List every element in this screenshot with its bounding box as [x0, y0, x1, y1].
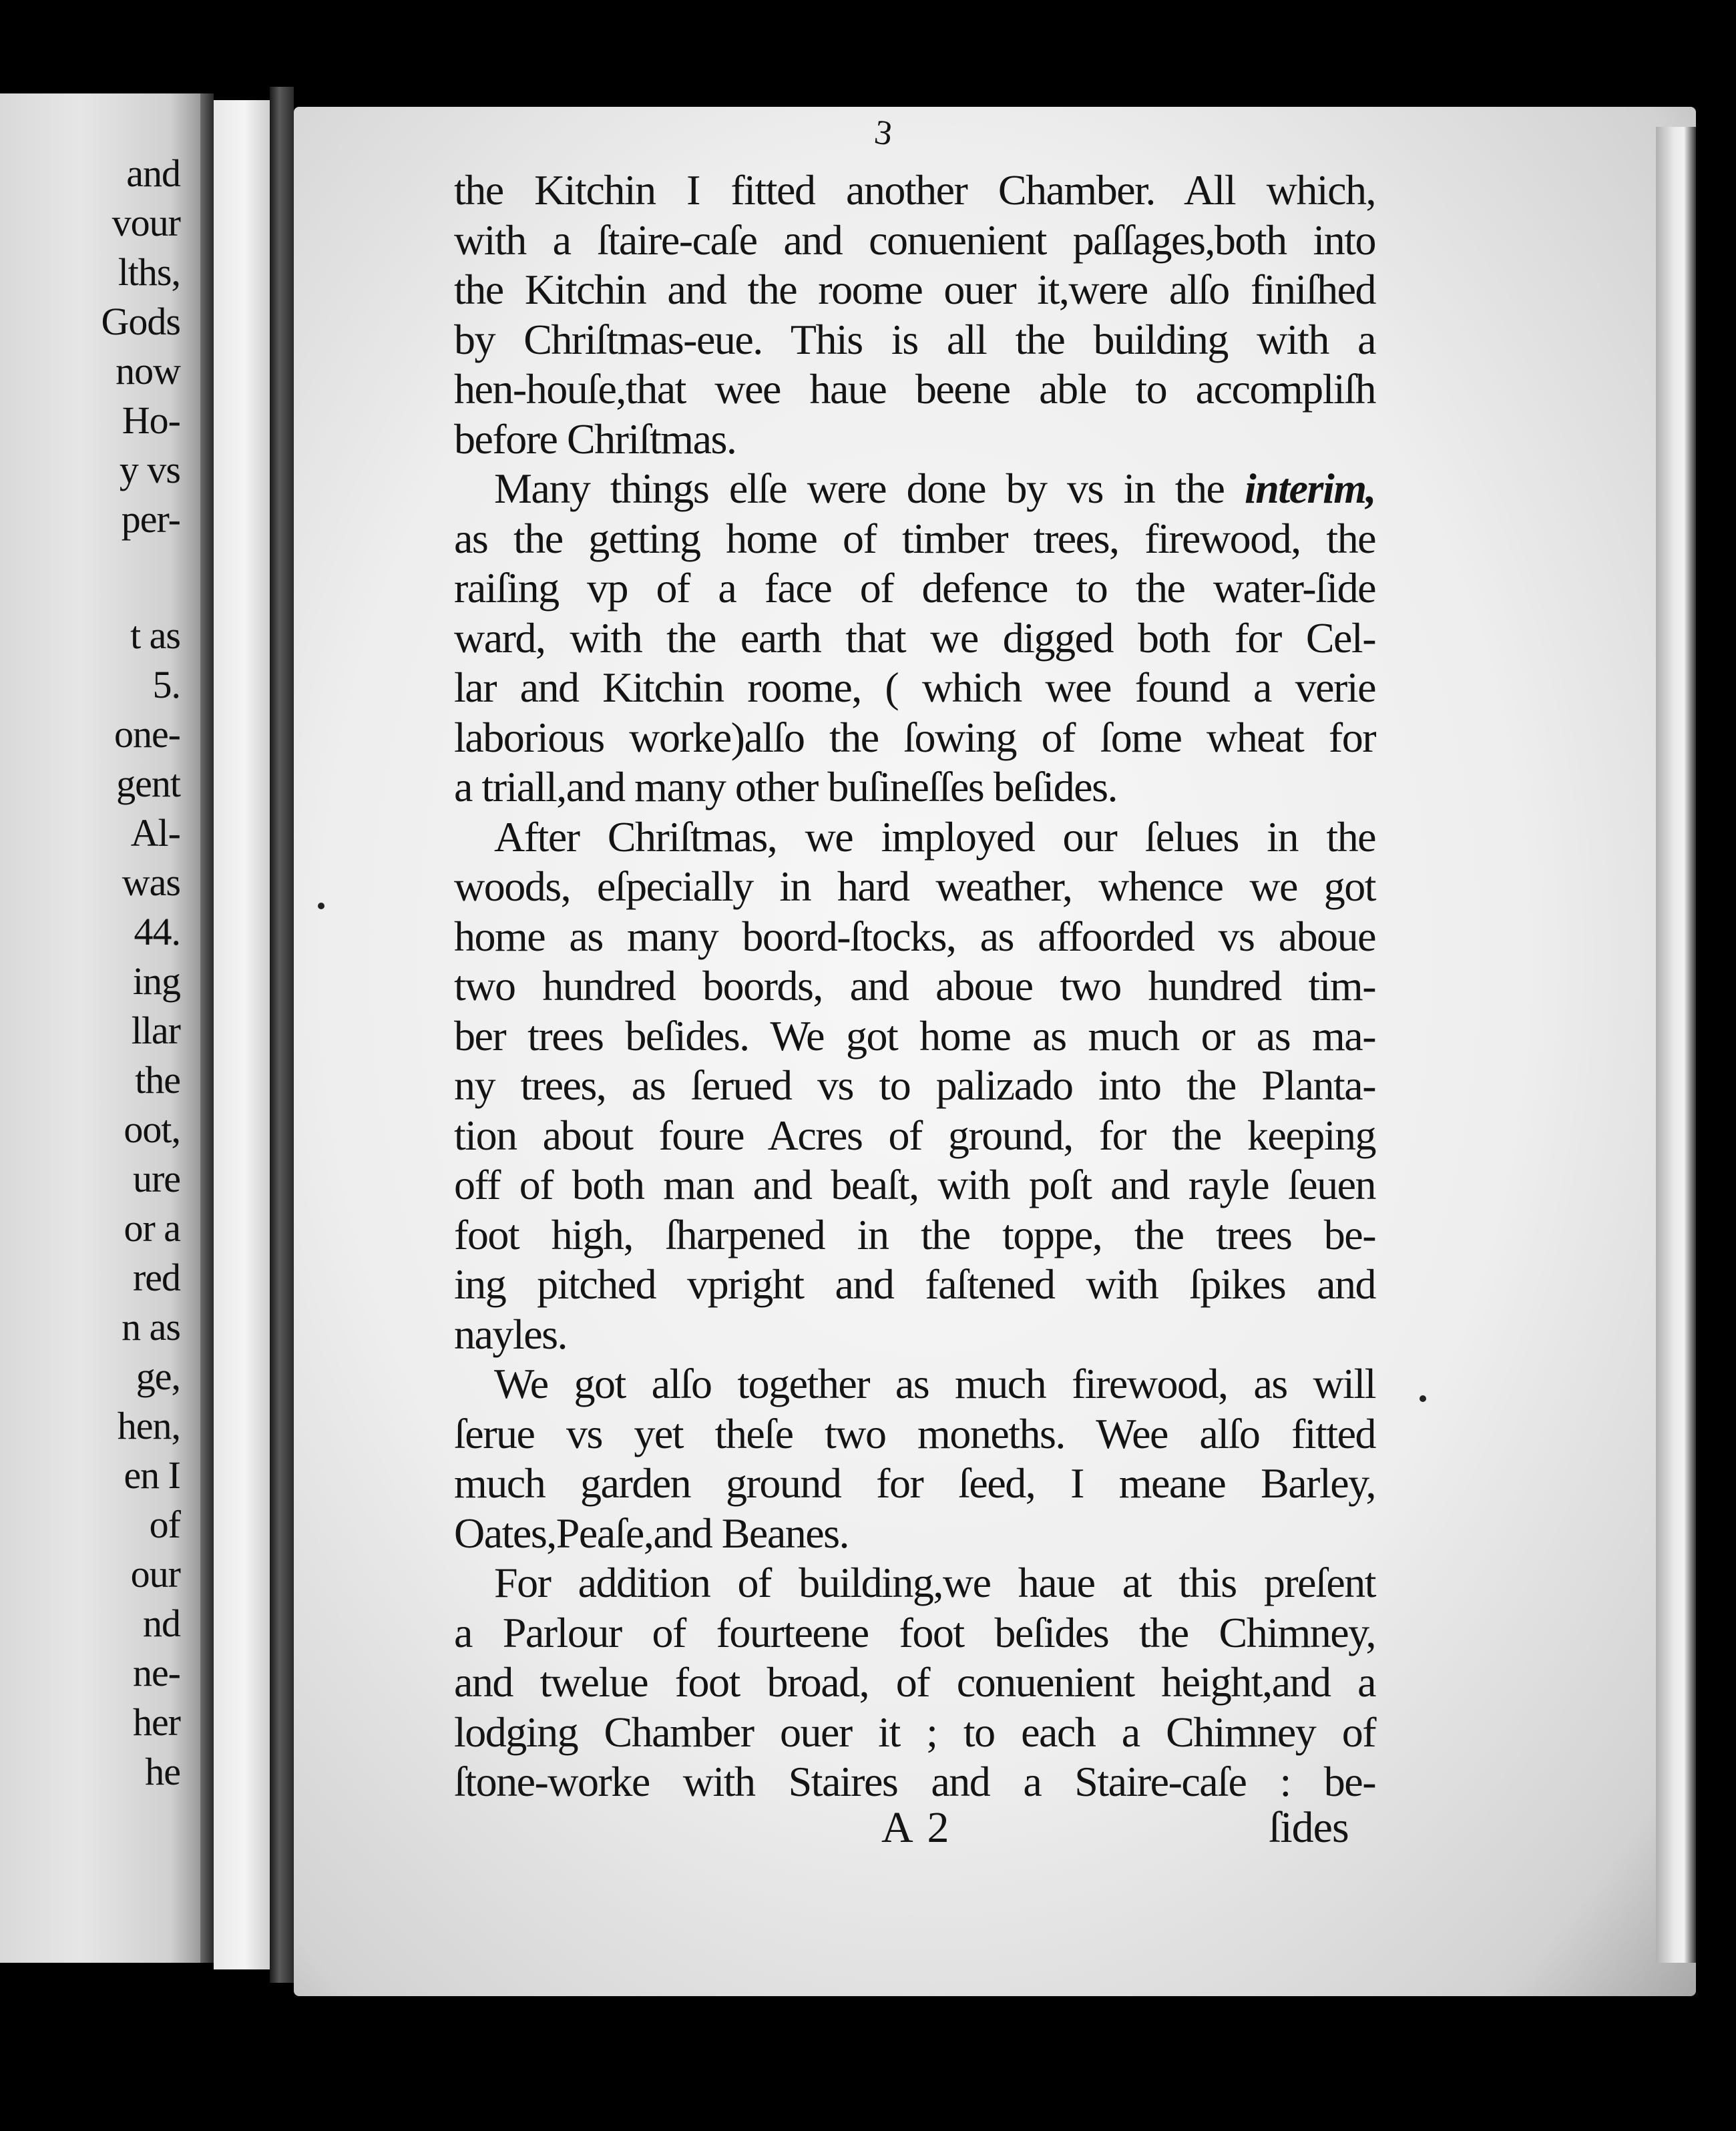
- previous-page-line: hen,: [117, 1404, 180, 1447]
- text-line: lar and Kitchin roome, ( which wee found a verie: [454, 664, 1375, 711]
- text-line: the Kitchin and the roome ouer it,were alſo finiſhed: [454, 266, 1375, 313]
- previous-page-line: t as: [130, 614, 180, 657]
- previous-page-line: per-: [121, 497, 180, 541]
- previous-page-line: he: [145, 1750, 180, 1793]
- text-line: nayles.: [454, 1310, 567, 1358]
- text-line: ing pitched vpright and faſtened with ſpikes and: [454, 1260, 1375, 1308]
- previous-page-line: one-: [114, 712, 180, 756]
- text-line: with a ſtaire-caſe and conuenient paſſages,both into: [454, 216, 1375, 264]
- page-number: 3: [872, 113, 895, 154]
- page-right-edge: [1656, 127, 1696, 1963]
- text-line: by Chriſtmas-eue. This is all the building with a: [454, 315, 1375, 363]
- previous-page-line: 44.: [134, 910, 180, 953]
- text-line: a triall,and many other buſineſſes beſides.: [454, 763, 1117, 810]
- text-line: two hundred boords, and aboue two hundred tim-: [454, 962, 1375, 1009]
- previous-page-line: en I: [124, 1453, 180, 1497]
- signature-mark: A 2: [881, 1803, 952, 1852]
- previous-page-line: ge,: [136, 1355, 180, 1398]
- text-line: as the getting home of timber trees, firewood, the: [454, 514, 1375, 562]
- text-line: For addition of building,we haue at this preſent: [494, 1559, 1375, 1606]
- previous-page-line: oot,: [124, 1108, 180, 1151]
- gutter-strip: [214, 100, 270, 1969]
- text-line: tion about foure Acres of ground, for the keeping: [454, 1111, 1375, 1159]
- previous-page-line: red: [132, 1256, 180, 1299]
- text-line: ſtone-worke with Staires and a Staire-caſe : be-: [454, 1758, 1375, 1805]
- text-line: We got alſo together as much firewood, as will: [494, 1360, 1375, 1407]
- previous-page-line: 5.: [152, 663, 180, 706]
- text-line: ny trees, as ſerued vs to palizado into the Planta-: [454, 1061, 1375, 1109]
- previous-page-line: gent: [116, 762, 180, 805]
- page-body-text: [454, 166, 1375, 1807]
- text-line: woods, eſpecially in hard weather, whence we got: [454, 863, 1375, 910]
- previous-page-line: n as: [122, 1305, 180, 1349]
- previous-page-line: Gods: [101, 300, 180, 343]
- previous-page-line: vour: [112, 201, 180, 244]
- catchword: ſides: [1269, 1803, 1349, 1852]
- ink-speck: [318, 903, 324, 909]
- text-line: the Kitchin I fitted another Chamber. All which,: [454, 166, 1375, 214]
- text-line: hen-houſe,that wee haue beene able to accompliſh: [454, 365, 1375, 413]
- previous-page-line: y vs: [119, 448, 180, 491]
- previous-page-line: Al-: [130, 811, 180, 855]
- text-line: lodging Chamber ouer it ; to each a Chimney of: [454, 1708, 1375, 1756]
- previous-page-line: nd: [143, 1602, 180, 1645]
- text-line: Many things elſe were done by vs in the interim,: [494, 465, 1375, 512]
- previous-page-line: and: [126, 152, 180, 195]
- previous-page-line: of: [149, 1503, 180, 1546]
- page-edge-shadow: [200, 93, 214, 1963]
- text-line: home as many boord-ſtocks, as affoorded vs aboue: [454, 912, 1375, 960]
- text-line: raiſing vp of a face of defence to the water-ſide: [454, 564, 1375, 612]
- previous-page-line: Ho-: [122, 399, 180, 442]
- previous-page-line: our: [130, 1552, 180, 1596]
- text-line: a Parlour of fourteene foot beſides the Chimney,: [454, 1608, 1375, 1656]
- binding-shadow: [270, 87, 294, 1983]
- previous-page-line: now: [116, 349, 180, 393]
- previous-page-line: ure: [132, 1157, 180, 1200]
- previous-page-line: was: [122, 861, 180, 904]
- text-line: before Chriſtmas.: [454, 415, 736, 463]
- previous-page-line: or a: [124, 1206, 180, 1250]
- previous-page-line: her: [132, 1700, 180, 1744]
- italic-term: interim,: [1244, 465, 1375, 512]
- text-line: After Chriſtmas, we imployed our ſelues in the: [494, 812, 1375, 861]
- previous-page-line: ne-: [132, 1651, 180, 1694]
- text-line: laborious worke)alſo the ſowing of ſome wheat for: [454, 713, 1375, 761]
- previous-page-line: the: [135, 1058, 180, 1102]
- text-line: ber trees beſides. We got home as much or as ma-: [454, 1011, 1375, 1059]
- text-line: off of both man and beaſt, with poſt and rayle ſeuen: [454, 1161, 1375, 1208]
- previous-page-line: llar: [131, 1009, 180, 1052]
- previous-page-line: ing: [132, 959, 180, 1003]
- text-line: and twelue foot broad, of conuenient height,and a: [454, 1658, 1375, 1706]
- text-line: Oates,Peaſe,and Beanes.: [454, 1509, 849, 1557]
- text-line: much garden ground for ſeed, I meane Barley,: [454, 1459, 1375, 1507]
- ink-speck: [1420, 1395, 1426, 1402]
- text-line: ward, with the earth that we digged both for Cel-: [454, 614, 1375, 662]
- text-line: ſerue vs yet theſe two moneths. Wee alſo fitted: [454, 1409, 1375, 1457]
- previous-page-line: lths,: [118, 250, 180, 294]
- text-line: foot high, ſharpened in the toppe, the trees be-: [454, 1210, 1375, 1258]
